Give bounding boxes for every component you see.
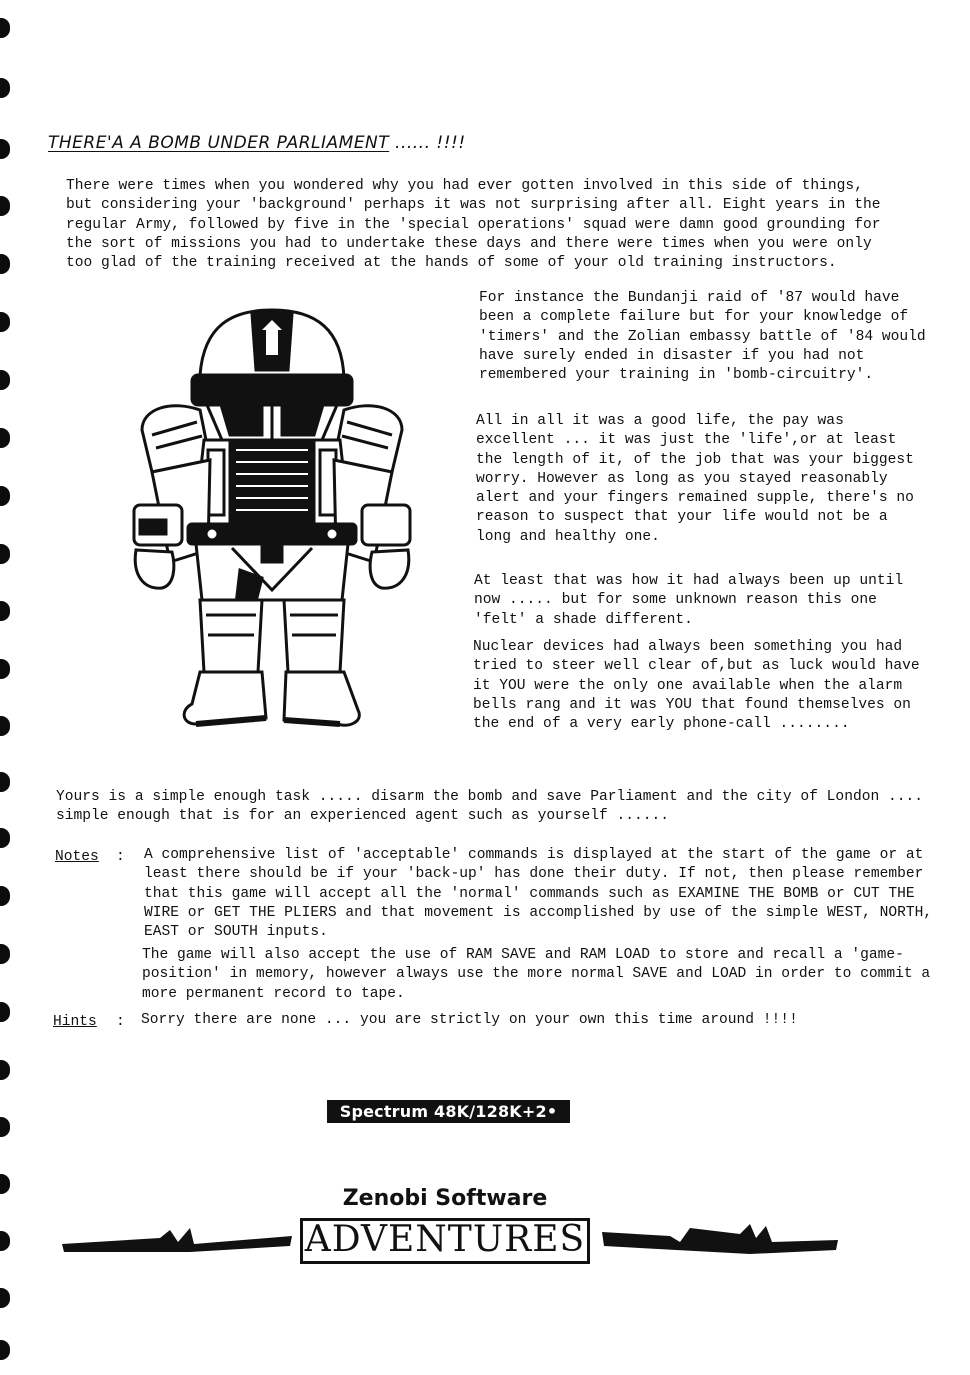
title-main: THERE'A A BOMB UNDER PARLIAMENT: [48, 133, 390, 153]
binder-hole: [0, 18, 10, 38]
company-name: Zenobi Software: [342, 1186, 548, 1211]
soldier-illustration: [112, 300, 452, 745]
binder-hole: [0, 828, 10, 848]
binder-hole: [0, 428, 10, 448]
binder-hole: [0, 659, 10, 679]
binder-hole: [0, 944, 10, 964]
shade-different-paragraph: At least that was how it had always been up until now ..... but for some unknown reason this one 'felt' a shade different.: [474, 573, 904, 628]
binder-hole: [0, 716, 10, 736]
binder-hole: [0, 601, 10, 621]
binder-hole: [0, 772, 10, 792]
hints-label: Hints: [53, 1014, 97, 1030]
binder-hole: [0, 139, 10, 159]
right-brush-stroke: [600, 1222, 840, 1256]
platform-badge: Spectrum 48K/128K+2•: [327, 1100, 570, 1123]
notes-commands-text: A comprehensive list of 'acceptable' commands is displayed at the start of the game or at least there should be if your 'back-up' has done their duty. If not, then please remember that this game will accept all the 'normal' commands such as EXAMINE THE BOMB or CUT THE WIRE or GET THE PLIERS and that movement is accomplished by use of the simple WEST, NORTH, EAST or SOUTH inputs.: [144, 847, 933, 941]
title-trail: ...... !!!!: [389, 133, 466, 153]
binder-hole: [0, 312, 10, 332]
intro-paragraph: There were times when you wondered why you had ever gotten involved in this side of things, but considering your 'background' perhaps it was not surprising after all. Eight years in the regular Army, followed by five in the 'special operations' squad were damn good grounding for the sort of missions you had to undertake these days and there were times when you were only too glad of the training received at the hands of some of your old training instructors.: [66, 178, 881, 272]
binder-hole: [0, 1288, 10, 1308]
left-brush-stroke: [60, 1222, 295, 1256]
bundanji-paragraph: For instance the Bundanji raid of '87 would have been a complete failure but for your knowledge of 'timers' and the Zolian embassy battle of '84 would have surely ended in disaster if you had not remembered your training in 'bomb-circuitry'.: [479, 290, 926, 384]
binder-hole: [0, 486, 10, 506]
binder-hole: [0, 1174, 10, 1194]
notes-label: Notes: [55, 849, 99, 865]
binder-hole: [0, 1340, 10, 1360]
binder-hole: [0, 886, 10, 906]
adventures-logo: ADVENTURES: [300, 1218, 590, 1264]
binder-holes: [0, 0, 20, 1375]
binder-hole: [0, 196, 10, 216]
binder-hole: [0, 1117, 10, 1137]
notes-colon: :: [116, 849, 125, 865]
hints-colon: :: [116, 1014, 125, 1030]
binder-hole: [0, 78, 10, 98]
task-paragraph: Yours is a simple enough task ..... disarm the bomb and save Parliament and the city of London .... simple enough that is for an experienced agent such as yourself ......: [56, 789, 924, 825]
binder-hole: [0, 254, 10, 274]
page-title: [48, 133, 466, 153]
binder-hole: [0, 1231, 10, 1251]
binder-hole: [0, 544, 10, 564]
hints-text: Sorry there are none ... you are strictly on your own this time around !!!!: [141, 1012, 798, 1028]
notes-ram-save-text: The game will also accept the use of RAM SAVE and RAM LOAD to store and recall a 'game-position' in memory, however always use the more normal SAVE and LOAD in order to commit a more permanent record to tape.: [142, 947, 931, 1002]
nuclear-devices-paragraph: Nuclear devices had always been something you had tried to steer well clear of,but as luck would have it YOU were the only one available when the alarm bells rang and it was YOU that found themselves on the end of a very early phone-call ........: [473, 639, 920, 733]
binder-hole: [0, 1002, 10, 1022]
good-life-paragraph: All in all it was a good life, the pay was excellent ... it was just the 'life',or at least the length of it, of the job that was your biggest worry. However as long as you stayed reasonably alert and your fingers remained supple, there's no reason to suspect that your life would not be a long and healthy one.: [476, 413, 914, 545]
binder-hole: [0, 1060, 10, 1080]
binder-hole: [0, 370, 10, 390]
